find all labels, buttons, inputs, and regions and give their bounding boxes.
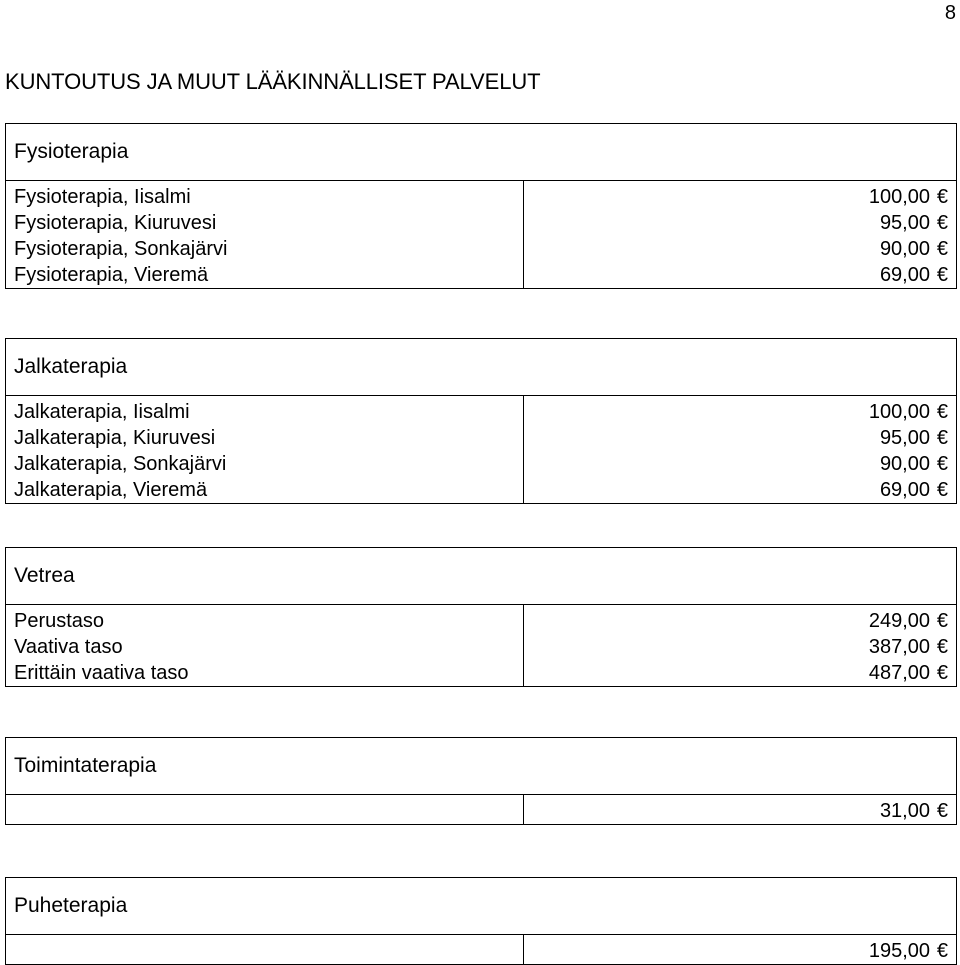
row-price [524, 236, 948, 262]
euro-symbol: € [936, 479, 948, 501]
section-jalkaterapia [5, 338, 957, 504]
row-label: Jalkaterapia, Sonkajärvi [14, 453, 227, 475]
row-price [524, 425, 948, 451]
price-value: 69,00 [879, 479, 930, 501]
price-value: 31,00 [879, 800, 930, 822]
row-label: Jalkaterapia, Vieremä [14, 479, 208, 501]
row-label [14, 798, 523, 824]
row-label: Fysioterapia, Iisalmi [14, 186, 191, 208]
row-label: Fysioterapia, Sonkajärvi [14, 238, 228, 260]
row-price [524, 477, 948, 503]
section-heading: Fysioterapia [5, 123, 957, 181]
row-price [524, 210, 948, 236]
page-number: 8 [944, 2, 956, 24]
row-price [524, 634, 948, 660]
euro-symbol: € [936, 212, 948, 234]
euro-symbol: € [936, 610, 948, 632]
section-fysioterapia [5, 123, 957, 289]
euro-symbol: € [936, 800, 948, 822]
row-label: Jalkaterapia, Kiuruvesi [14, 427, 216, 449]
section-vetrea [5, 547, 957, 687]
label-column [5, 396, 524, 503]
price-table [5, 795, 957, 825]
section-heading: Puheterapia [5, 877, 957, 935]
price-value: 487,00 [868, 662, 930, 684]
price-value: 90,00 [879, 453, 930, 475]
row-label: Fysioterapia, Vieremä [14, 264, 209, 286]
price-value: 100,00 [868, 401, 930, 423]
row-label [14, 938, 523, 964]
price-column [524, 795, 957, 824]
section-heading: Jalkaterapia [5, 338, 957, 396]
euro-symbol: € [936, 186, 948, 208]
row-label: Jalkaterapia, Iisalmi [14, 401, 190, 423]
section-toimintaterapia [5, 737, 957, 825]
price-table [5, 181, 957, 289]
price-table [5, 605, 957, 687]
price-value: 95,00 [879, 212, 930, 234]
price-value: 387,00 [868, 636, 930, 658]
price-value: 100,00 [868, 186, 930, 208]
price-column [524, 396, 957, 503]
row-price [524, 660, 948, 686]
price-column [524, 935, 957, 964]
price-value: 95,00 [879, 427, 930, 449]
label-column [5, 181, 524, 288]
label-column [5, 935, 524, 964]
euro-symbol: € [936, 636, 948, 658]
price-value: 195,00 [868, 940, 930, 962]
euro-symbol: € [936, 264, 948, 286]
price-column [524, 605, 957, 686]
row-label: Perustaso [14, 610, 105, 632]
row-label: Erittäin vaativa taso [14, 662, 189, 684]
row-price [524, 399, 948, 425]
price-table [5, 396, 957, 504]
euro-symbol: € [936, 662, 948, 684]
euro-symbol: € [936, 401, 948, 423]
price-column [524, 181, 957, 288]
label-column [5, 605, 524, 686]
row-label: Vaativa taso [14, 636, 123, 658]
row-price [524, 798, 948, 824]
row-price [524, 938, 948, 964]
row-price [524, 184, 948, 210]
row-price [524, 262, 948, 288]
euro-symbol: € [936, 453, 948, 475]
label-column [5, 795, 524, 824]
section-puheterapia [5, 877, 957, 965]
row-price [524, 451, 948, 477]
euro-symbol: € [936, 238, 948, 260]
euro-symbol: € [936, 940, 948, 962]
section-heading: Vetrea [5, 547, 957, 605]
price-value: 249,00 [868, 610, 930, 632]
row-label: Fysioterapia, Kiuruvesi [14, 212, 217, 234]
row-price [524, 608, 948, 634]
price-table [5, 935, 957, 965]
section-heading: Toimintaterapia [5, 737, 957, 795]
page-title: KUNTOUTUS JA MUUT LÄÄKINNÄLLISET PALVELUT [5, 69, 541, 94]
price-value: 90,00 [879, 238, 930, 260]
price-value: 69,00 [879, 264, 930, 286]
euro-symbol: € [936, 427, 948, 449]
